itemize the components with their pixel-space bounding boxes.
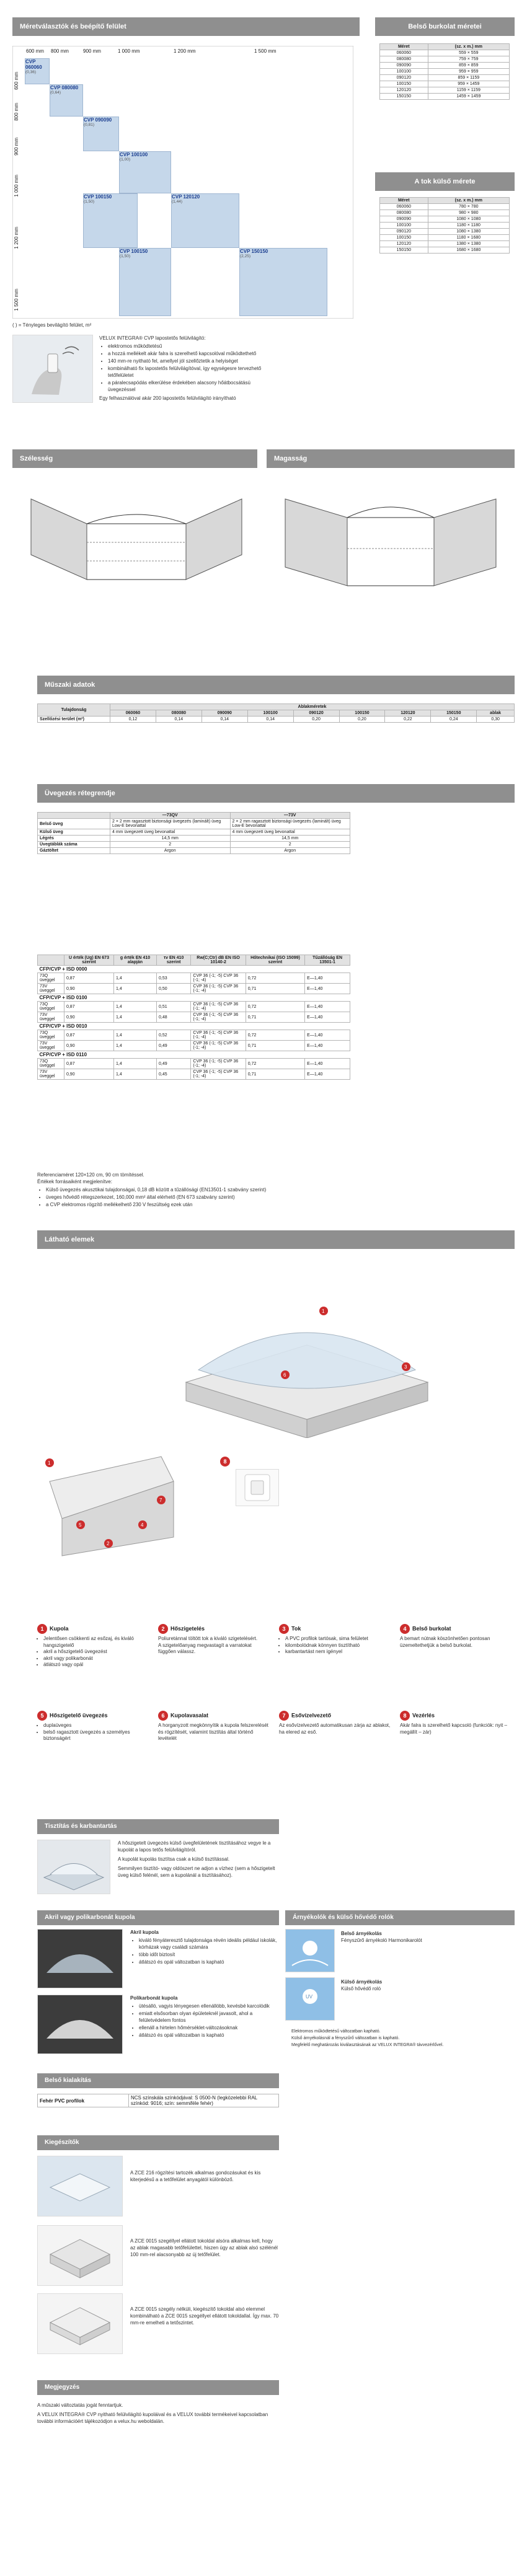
section-sunshade-title: Árnyékolók és külső hővédő rolók [285, 1910, 515, 1925]
intro-bullet: • a páralecsapódás elkerülése érdekében alacsony hőátbocsátású üvegezéssel [108, 379, 273, 393]
outer-shade-text: Külső árnyékolás Külső hővédő roló [341, 1979, 383, 1992]
size-cell[interactable]: CVP 120120 (1,44) [171, 193, 239, 248]
perf-group-name: CFP/CVP + ISD 0110 [39, 1052, 87, 1057]
skylight-render [161, 1277, 453, 1438]
table-row: 090090 1080 × 1080 [380, 216, 510, 223]
section-tech-title: Műszaki adatok [37, 676, 515, 694]
inner-finish-header-size: Méret [380, 44, 428, 50]
svg-text:2: 2 [107, 1541, 110, 1546]
svg-text:3: 3 [404, 1364, 407, 1370]
tech-col-group: Ablakméretek [110, 704, 515, 710]
width-diagram [19, 474, 254, 604]
table-row: 100100 959 × 959 [380, 69, 510, 75]
acrylic-text: Akril kupola • kiváló fényáteresztő tulajdonsága révén ideális például iskolák, kórházak vagy családi számára • több időt biztosít • átlátszó és opál változatban is kapható [130, 1929, 279, 1966]
accessory-c-text: A ZCE 0015 szegély nélküli, kiegészítő tokoldal alsó elemmel kombinálható a ZCE 0015 szegéllyel ellátott tokoldallal. Így max. 70 mm-re emelheti a tetőszintet. [130, 2306, 279, 2326]
polycarbonate-dome-photo [38, 1995, 122, 2053]
size-cell[interactable]: CVP 080080 (0,64) [50, 84, 83, 117]
table-row: 73V üveggel 0,90 1,4 0,50 CVP 36 (-1; -5) CVP 36 (-1; -4) 0,71 E—1,40 [38, 984, 350, 994]
glazing-table [37, 812, 350, 854]
hand-remote-icon [13, 335, 92, 402]
notes-text: A műszaki változtatás jogát fenntartjuk. A VELUX INTEGRA® CVP nyitható felülvilágító kupoláival és a VELUX további termékeivel kapcsolatban további információért tájékozódjon a velux.hu weboldalán. [37, 2402, 268, 2424]
section-inner-finish-title: Belső burkolat méretei [375, 17, 515, 36]
tech-row-header: Tulajdonság [38, 704, 110, 717]
table-row: 73V üveggel 0,90 1,4 0,45 CVP 36 (-1; -5) CVP 36 (-1; -4) 0,71 E—1,40 [38, 1069, 350, 1080]
uv-sun-icon [286, 1978, 334, 2020]
size-cell[interactable]: CVP 150150 (2,25) [239, 248, 327, 316]
size-cell[interactable]: CVP 090090 (0,81) [83, 117, 119, 151]
row-header-5: 1 200 mm [14, 227, 19, 249]
col-header-4: 1 000 mm [118, 48, 140, 54]
perf-group-name: CFP/CVP + ISD 0000 [39, 966, 87, 972]
table-row: 73Q üveggel 0,87 1,4 0,53 CVP 36 (-1; -5) CVP 36 (-1; -4) 0,72 E—1,40 [38, 973, 350, 984]
table-row: 090120 1080 × 1380 [380, 229, 510, 235]
svg-text:6: 6 [283, 1372, 286, 1378]
acrylic-dome-photo [38, 1930, 122, 1988]
feature-control: 8 Vezérlés Akár falra is szerelhető kapcsoló (funkciók: nyit – megállít – zár) [400, 1711, 512, 1736]
polycarbonate-dome-image [37, 1995, 123, 2054]
table-row: Gáztöltet Argon Argon [38, 848, 350, 854]
table-row: 060060 559 × 559 [380, 50, 510, 56]
accessory-c-photo [38, 2294, 122, 2353]
inner-shade-image [285, 1929, 335, 1972]
feature-dome-fittings: 6 Kupolavasalat A horganyzott megkönnyítik a kupola felszerelését és rögzítését, valamint tisztítás által történő levételét [158, 1711, 270, 1742]
table-row: 060060 780 × 780 [380, 204, 510, 210]
feature-insulation: 2 Hőszigetelés Poliuretánnal töltött tok a kiváló szigetelésért. A szigetelőanyag megvastagít a varratokat függően válassz. [158, 1624, 270, 1656]
table-row: 73Q üveggel 0,87 1,4 0,49 CVP 36 (-1; -5) CVP 36 (-1; -4) 0,72 E—1,40 [38, 1059, 350, 1069]
feature-inner-finish: 4 Belső burkolat A bemart nútnak köszönhetően pontosan üzemeltethetjük a belső burkolat. [400, 1624, 512, 1649]
size-cell[interactable]: CVP 060060 (0,36) [25, 58, 50, 84]
svg-text:7: 7 [159, 1498, 162, 1503]
col-header-1: 600 mm [26, 48, 44, 54]
accessory-b-photo [38, 2226, 122, 2285]
switch-marker: 8 [220, 1457, 232, 1467]
width-section-drawing [19, 474, 254, 604]
accessory-a-image [37, 2156, 123, 2217]
section-outer-frame-title: A tok külső mérete [375, 172, 515, 191]
section-glazing-title: Üvegezés rétegrendje [37, 784, 515, 803]
height-section-drawing [273, 474, 508, 604]
section-visible-title: Látható elemek [37, 1230, 515, 1249]
inner-shade-text: Belső árnyékolás Fényszűrő árnyékoló Harmonikarolót [341, 1931, 422, 1943]
table-row: 100150 959 × 1459 [380, 81, 510, 87]
table-row: 120120 1159 × 1159 [380, 87, 510, 94]
intro-note: Egy felhasználóval akár 200 lapostetős felülvilágító irányítható [99, 395, 236, 401]
interior-table [37, 2094, 279, 2107]
outer-frame-header-size: Méret [380, 198, 428, 204]
size-cell[interactable]: CVP 100150 (1,50) [83, 193, 138, 248]
intro-bullet: • a hozzá mellékelt akár falra is szerelhető kapcsolóval működtethető [108, 350, 273, 357]
accessory-b-text: A ZCE 0015 szegéllyel ellátott tokoldal alsóra alkalmas kell, hogy az ablak magasabb tetőfelülettel, hiszen úgy az ablak alsó szélénél 100 mm-rel alacsonyabb az új tetőfelület. [130, 2238, 278, 2257]
feature-kupola: 1 Kupola • Jelentősen csökkenti az esőzaj, és kiváló hangszigetelő • akril a hőszigetelő üvegezést • akril vagy polikarbonát • átlátszó vagy opál [37, 1624, 149, 1669]
size-grid-col-headers [25, 48, 353, 57]
section-acrylic-title: Akril vagy polikarbonát kupola [37, 1910, 279, 1925]
tech-table: Tulajdonság Ablakméretek 060060 080080 090090 100100 090120 100150 120120 150150 ablak Szellőzési terület (m²) 0,12 0,14 0,14 0,14 0,20 0,20 0,22 0,24 0,30 [37, 704, 515, 723]
svg-text:4: 4 [141, 1522, 144, 1528]
accessory-a-text: A ZCE 216 rögzítési tartozék alkalmas gondozásukat és kis kiterjedésű a a tetőfelület anyagától különböző. [130, 2170, 261, 2182]
section-cleaning-title: Tisztítás és karbantartás [37, 1819, 279, 1834]
wall-switch-image [236, 1469, 279, 1506]
acrylic-dome-image [37, 1929, 123, 1988]
table-row: 120120 1380 × 1380 [380, 241, 510, 247]
table-row: 150150 1680 × 1680 [380, 247, 510, 254]
inner-finish-header-dim: (sz. x m.) mm [428, 44, 509, 50]
table-row: 73V üveggel 0,90 1,4 0,49 CVP 36 (-1; -5) CVP 36 (-1; -4) 0,71 E—1,40 [38, 1041, 350, 1051]
outer-shade-image [285, 1977, 335, 2021]
section-sizes-title: Méretválasztók és beépítő felület [12, 17, 360, 36]
feature-rain-sensor: 7 Esővízelvezető Az esővízelvezető automatikusan zárja az ablakot, ha elered az eső. [279, 1711, 391, 1736]
table-row: 080080 759 × 759 [380, 56, 510, 63]
row-header-1: 600 mm [14, 72, 19, 90]
perf-group-name: CFP/CVP + ISD 0100 [39, 995, 87, 1000]
svg-text:UV: UV [306, 1994, 313, 2000]
table-row: 73Q üveggel 0,87 1,4 0,51 CVP 36 (-1; -5) CVP 36 (-1; -4) 0,72 E—1,40 [38, 1002, 350, 1012]
intro-bullet: • elektromos működtetésű [108, 343, 273, 350]
table-row: 100100 1180 × 1180 [380, 223, 510, 229]
outer-frame-table [379, 197, 510, 254]
col-header-6: 1 500 mm [254, 48, 277, 54]
size-cell[interactable]: CVP 100150 (1,50) [119, 248, 171, 316]
cleaning-photo-icon [38, 1840, 110, 1894]
wall-switch-icon [236, 1470, 278, 1506]
section-height-title: Magasság [267, 449, 515, 468]
remote-control-image [12, 335, 93, 403]
table-row: 73Q üveggel 0,87 1,4 0,52 CVP 36 (-1; -5) CVP 36 (-1; -4) 0,72 E—1,40 [38, 1030, 350, 1041]
cleaning-image [37, 1840, 110, 1894]
intro-text [99, 335, 273, 402]
table-row: Légrés 14,5 mm 14,5 mm [38, 836, 350, 842]
skylight-illustration [161, 1277, 453, 1438]
table-row: Fehér PVC profilok NCS színskála színkódjával: S 0500-N (legközelebbi RAL színkód: 9016; szín: semmiféle fehér) [38, 2094, 279, 2107]
table-row: 100150 1180 × 1680 [380, 235, 510, 241]
table-row: Belső üveg 2 × 2 mm ragasztott biztonsági üvegezés (laminált) üveg Low-E bevonattal 2 × 2 mm ragasztott biztonsági üvegezés (laminált) üveg Low-E bevonattal [38, 819, 350, 829]
svg-text:5: 5 [79, 1522, 82, 1528]
accessory-c-image [37, 2293, 123, 2354]
svg-text:1: 1 [48, 1460, 51, 1466]
section-notes-title: Megjegyzés [37, 2380, 279, 2395]
cross-section-illustration [37, 1444, 186, 1562]
glazing-col-a: —73QV [110, 813, 231, 819]
inner-finish-table [379, 43, 510, 100]
perf-footnotes: Referenciaméret 120×120 cm, 90 cm tömítéssel. Értékek forrásaiként megjelenítve: • Külső üvegezés akusztikai tulajdonságai, 0,18 dB között a tűzállósági (EN13501-1 szabvány szerint) • üveges hővédő rétegszerkezet, 160,000 mm² által elérhető (EN 673 szabvány szerint) • a CVP elektromos rögzítő mellékelhető 230 V feszültség ezek után [37, 1171, 384, 1209]
accessory-b-image [37, 2225, 123, 2286]
cross-section-render [37, 1444, 186, 1562]
table-row: Külső üveg 4 mm üvegezett üveg bevonattal 4 mm üvegezett üveg bevonattal [38, 829, 350, 836]
section-accessories-title: Kiegészítők [37, 2135, 279, 2150]
col-header-3: 900 mm [83, 48, 101, 54]
table-row: 150150 1459 × 1459 [380, 94, 510, 100]
table-row: Szellőzési terület (m²) 0,12 0,14 0,14 0,14 0,20 0,20 0,22 0,24 0,30 [38, 717, 515, 723]
table-row: Üvegtáblák száma 2 2 [38, 842, 350, 848]
performance-table: U érték (Ug) EN 673 szerint g érték EN 410 alapján τv EN 410 szerint Rw(C;Ctr) dB EN ISO 10140-2 Hőtechnikai (ISO 15099) szerint Tűzállóság EN 13501-1 CFP/CVP + ISD 0000 73Q üveggel 0,87 1,4 0,53 CVP 36 (-1; -5) CVP 36 (-1; -4) 0,72 E—1,40 73V üveggel 0,90 1,4 0,50 CVP 36 (-1; -5) CVP 36 (-1; -4) 0,71 E—1,40 CFP/CVP + ISD 0100 73Q üveggel 0,87 1,4 0,51 CVP 36 (-1; -5) CVP 36 (-1; -4) 0,72 E—1,40 73V üveggel 0,90 1,4 0,48 CVP 36 (-1; -5) CVP 36 (-1; -4) 0,71 E—1,40 CFP/CVP + ISD 0010 73Q üveggel 0,87 1,4 0,52 CVP 36 (-1; -5) CVP 36 (-1; -4) 0,72 E—1,40 73V üveggel 0,90 1,4 0,49 CVP 36 (-1; -5) CVP 36 (-1; -4) 0,71 E—1,40 CFP/CVP + ISD 0110 73Q üveggel 0,87 1,4 0,49 CVP 36 (-1; -5) CVP 36 (-1; -4) 0,72 E—1,40 73V üveggel 0,90 1,4 0,45 CVP 36 (-1; -5) CVP 36 (-1; -4) 0,71 E—1,40 [37, 955, 350, 1080]
intro-bullet: • kombinálható fix lapostetős felülvilágítóval, így egységesre tervezhető tetőfelületet [108, 365, 273, 379]
col-header-5: 1 200 mm [174, 48, 196, 54]
feature-frame: 3 Tok • A PVC profilok tartósak, sima felületet • kilombolódnak könnyen tisztítható • karbantartást nem igényel [279, 1624, 391, 1656]
sunshade-note: Elektromos működtetésű változatban kapható. Külső árnyékolásnál a fényszűrő változatban is kapható. Megfelelő meghatározás kiválasztásának az VELUX INTEGRA® távvezérlővel. [291, 2029, 444, 2047]
outer-frame-header-dim: (sz. x m.) mm [428, 198, 509, 204]
table-row: 090120 859 × 1159 [380, 75, 510, 81]
sun-icon [286, 1930, 334, 1972]
size-grid-footnote: ( ) = Tényleges bevilágító felület, m² [12, 322, 92, 328]
section-interior-title: Belső kialakítás [37, 2073, 279, 2088]
table-row: 080080 980 × 980 [380, 210, 510, 216]
row-header-3: 900 mm [14, 138, 19, 156]
glazing-col-b: —73V [230, 813, 350, 819]
size-cell[interactable]: CVP 100100 (1,00) [119, 151, 171, 193]
table-row: 73V üveggel 0,90 1,4 0,48 CVP 36 (-1; -5) CVP 36 (-1; -4) 0,71 E—1,40 [38, 1012, 350, 1023]
cleaning-text: A hőszigetelt üvegezés külső üvegfelületének tisztításához vegye le a kupolát a lapos tetős felülvilágítóról. A kupolát kupolás tisztítsa csak a külső tisztítással. Semmilyen tisztító- vagy oldószert ne adjon a vízhez (sem a hőszigetelt üveg külső felénél, sem a kupolánál a tisztításához). [118, 1840, 275, 1878]
feature-glazing: 5 Hőszigetelő üvegezés • duplaüveges • belső ragasztott üvegezés a személyes biztonságért [37, 1711, 149, 1742]
svg-text:1: 1 [322, 1308, 325, 1314]
row-header-4: 1 000 mm [14, 175, 19, 197]
col-header-2: 800 mm [51, 48, 69, 54]
polycarbonate-text: Polikarbonát kupola • ütésálló, vagyis lényegesen ellenállóbb, kevésbé karcolódik • emiatt elsősorban olyan épületeknél javasolt, ahol a felületvédelem fontos • ellenáll a hirtelen hőmérséklet-változásoknak • átlátszó és opál változatban is kapható [130, 1995, 279, 2039]
row-header-6: 1 500 mm [14, 289, 19, 311]
height-diagram [273, 474, 508, 604]
perf-group-name: CFP/CVP + ISD 0010 [39, 1023, 87, 1029]
intro-bullet: • 140 mm-re nyitható fel, amellyel jól szellőztetik a helyiséget [108, 358, 273, 364]
intro-lead: VELUX INTEGRA® CVP lapostetős felülvilágító: [99, 335, 206, 341]
size-grid-row-headers [12, 60, 24, 317]
table-row: 090090 859 × 859 [380, 63, 510, 69]
section-width-title: Szélesség [12, 449, 257, 468]
accessory-a-photo [38, 2156, 122, 2216]
row-header-2: 800 mm [14, 103, 19, 121]
